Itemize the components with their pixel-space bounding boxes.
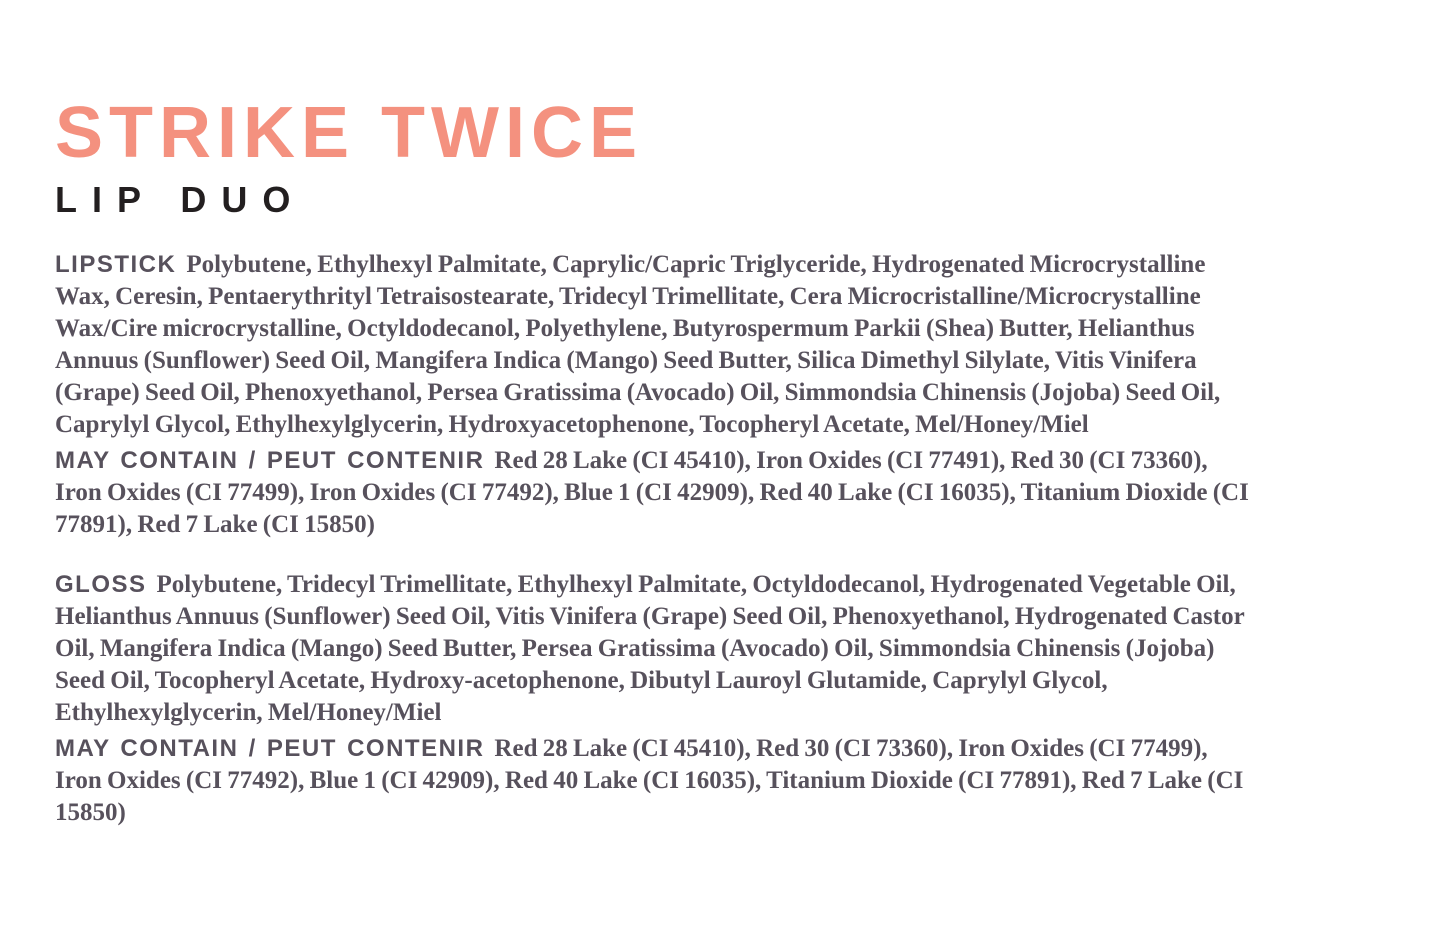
lipstick-may-contain-label: MAY CONTAIN / PEUT CONTENIR bbox=[55, 447, 485, 475]
ingredients-block bbox=[55, 249, 1255, 829]
lipstick-may-contain-paragraph bbox=[55, 445, 1255, 541]
gloss-may-contain-text: Red 28 Lake (CI 45410), Red 30 (CI 73360), Iron Oxides (CI 77499), Iron Oxides (CI 77492), Blue 1 (CI 42909), Red 40 Lake (CI 16035), Titanium Dioxide (CI 77891), Red 7 Lake (CI 15850) bbox=[55, 735, 1244, 827]
gloss-section bbox=[55, 569, 1255, 829]
lipstick-may-contain-text: Red 28 Lake (CI 45410), Iron Oxides (CI 77491), Red 30 (CI 73360), Iron Oxides (CI 77499), Iron Oxides (CI 77492), Blue 1 (CI 42909), Red 40 Lake (CI 16035), Titanium Dioxide (CI 77891), Red 7 Lake (CI 15850) bbox=[55, 447, 1249, 539]
gloss-may-contain-label: MAY CONTAIN / PEUT CONTENIR bbox=[55, 735, 485, 763]
label-header bbox=[55, 93, 1395, 220]
gloss-ingredients-paragraph bbox=[55, 569, 1255, 729]
gloss-label: GLOSS bbox=[55, 571, 147, 599]
lipstick-section bbox=[55, 249, 1255, 541]
product-title: STRIKE TWICE bbox=[55, 93, 643, 173]
lipstick-ingredients-text: Polybutene, Ethylhexyl Palmitate, Caprylic/Capric Triglyceride, Hydrogenated Microcrystalline Wax, Ceresin, Pentaerythrityl Tetraisostearate, Tridecyl Trimellitate, Cera Microcristalline/Microcrystalline Wax/Cire microcrystalline, Octyldodecanol, Polyethylene, Butyrospermum Parkii (Shea) Butter, Helianthus Annuus (Sunflower) Seed Oil, Mangifera Indica (Mango) Seed Butter, Silica Dimethyl Silylate, Vitis Vinifera (Grape) Seed Oil, Phenoxyethanol, Persea Gratissima (Avocado) Oil, Simmondsia Chinensis (Jojoba) Seed Oil, Caprylyl Glycol, Ethylhexylglycerin, Hydroxyacetophenone, Tocopheryl Acetate, Mel/Honey/Miel bbox=[55, 251, 1221, 439]
product-subtitle: LIP DUO bbox=[55, 178, 306, 220]
gloss-ingredients-text: Polybutene, Tridecyl Trimellitate, Ethylhexyl Palmitate, Octyldodecanol, Hydrogenated Vegetable Oil, Helianthus Annuus (Sunflower) Seed Oil, Vitis Vinifera (Grape) Seed Oil, Phenoxyethanol, Hydrogenated Castor Oil, Mangifera Indica (Mango) Seed Butter, Persea Gratissima (Avocado) Oil, Simmondsia Chinensis (Jojoba) Seed Oil, Tocopheryl Acetate, Hydroxy-acetophenone, Dibutyl Lauroyl Glutamide, Caprylyl Glycol, Ethylhexylglycerin, Mel/Honey/Miel bbox=[55, 571, 1245, 727]
gloss-may-contain-paragraph bbox=[55, 733, 1255, 829]
lipstick-ingredients-paragraph bbox=[55, 249, 1255, 441]
lipstick-label: LIPSTICK bbox=[55, 251, 177, 279]
